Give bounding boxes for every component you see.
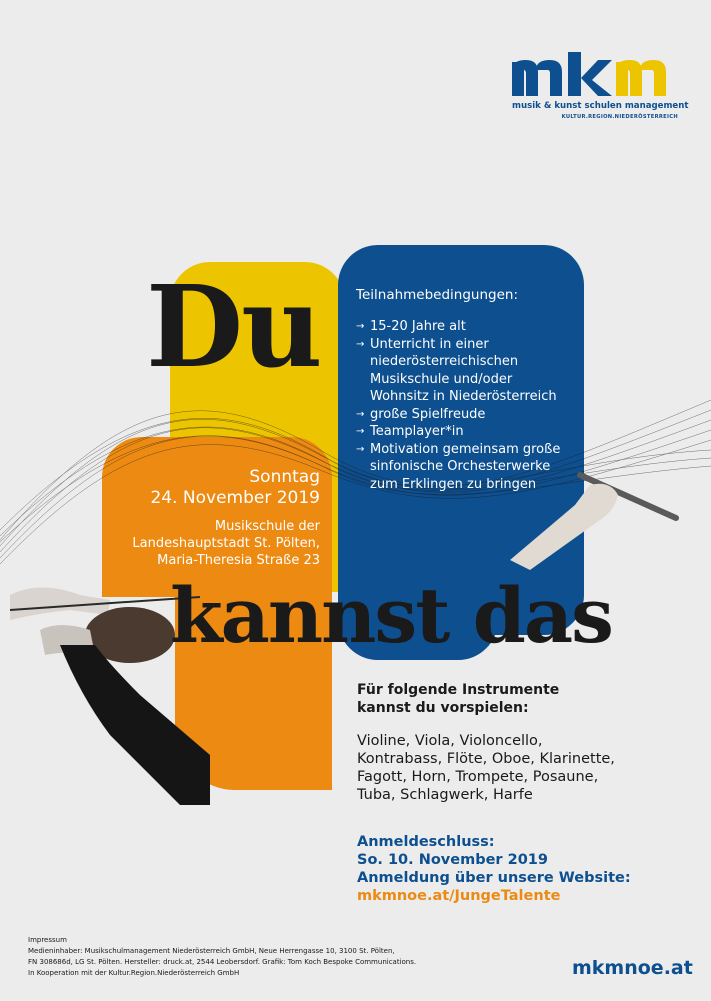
website-label: Anmeldung über unsere Website: bbox=[357, 870, 631, 886]
headline-du: Du bbox=[146, 262, 321, 393]
instruments-heading bbox=[357, 681, 559, 717]
instruments-line: Fagott, Horn, Trompete, Posaune, bbox=[357, 769, 599, 785]
logo-sub: KULTUR.REGION.NIEDERÖSTERREICH bbox=[561, 114, 678, 120]
deadline-label: Anmeldeschluss: bbox=[357, 834, 495, 850]
registration bbox=[357, 833, 631, 905]
event-venue-1: Musikschule der bbox=[214, 519, 320, 534]
conditions-title: Teilnahmebedingungen: bbox=[356, 287, 519, 303]
event-info bbox=[100, 467, 320, 569]
imprint bbox=[28, 935, 448, 979]
instruments-line: Kontrabass, Flöte, Oboe, Klarinette, bbox=[357, 751, 615, 767]
mkm-logo-icon bbox=[512, 52, 678, 96]
headline-kannst-das: kannst das bbox=[170, 571, 612, 660]
list-item: → Unterricht in einer niederösterreichischen Musikschule und/oder Wohnsitz in Niederösterreich bbox=[356, 336, 561, 406]
logo bbox=[512, 52, 689, 122]
list-item: → große Spielfreude bbox=[356, 406, 561, 424]
website-link[interactable]: mkmnoe.at bbox=[572, 957, 693, 979]
imprint-line: In Kooperation mit der Kultur.Region.Niederösterreich GmbH bbox=[28, 969, 240, 977]
event-venue-3: Maria-Theresia Straße 23 bbox=[157, 553, 320, 568]
imprint-line: FN 308686d, LG St. Pölten. Hersteller: druck.at, 2544 Leobersdorf. Grafik: Tom Koch Bespoke Communications. bbox=[28, 958, 417, 966]
logo-name: musik & kunst schulen management bbox=[512, 101, 689, 111]
instruments-heading-1: Für folgende Instrumente bbox=[357, 682, 560, 698]
instruments-list bbox=[357, 732, 657, 804]
instruments-line: Tuba, Schlagwerk, Harfe bbox=[357, 787, 533, 803]
registration-link[interactable]: mkmnoe.at/JungeTalente bbox=[357, 888, 561, 904]
instruments-heading-2: kannst du vorspielen: bbox=[357, 700, 529, 716]
deadline-date: So. 10. November 2019 bbox=[357, 852, 548, 868]
conditions-list bbox=[356, 318, 561, 493]
list-item: → Teamplayer*in bbox=[356, 423, 561, 441]
list-item: → Motivation gemeinsam große sinfonische Orchesterwerke zum Erklingen zu bringen bbox=[356, 441, 561, 494]
imprint-line: Medieninhaber: Musikschulmanagement Niederösterreich GmbH, Neue Herrengasse 10, 3100 St. Pölten, bbox=[28, 947, 395, 955]
instruments-line: Violine, Viola, Violoncello, bbox=[357, 733, 543, 749]
event-venue-2: Landeshauptstadt St. Pölten, bbox=[132, 536, 320, 551]
imprint-title: Impressum bbox=[28, 936, 67, 944]
list-item: → 15-20 Jahre alt bbox=[356, 318, 561, 336]
event-date: 24. November 2019 bbox=[150, 488, 320, 508]
event-day: Sonntag bbox=[249, 467, 320, 487]
